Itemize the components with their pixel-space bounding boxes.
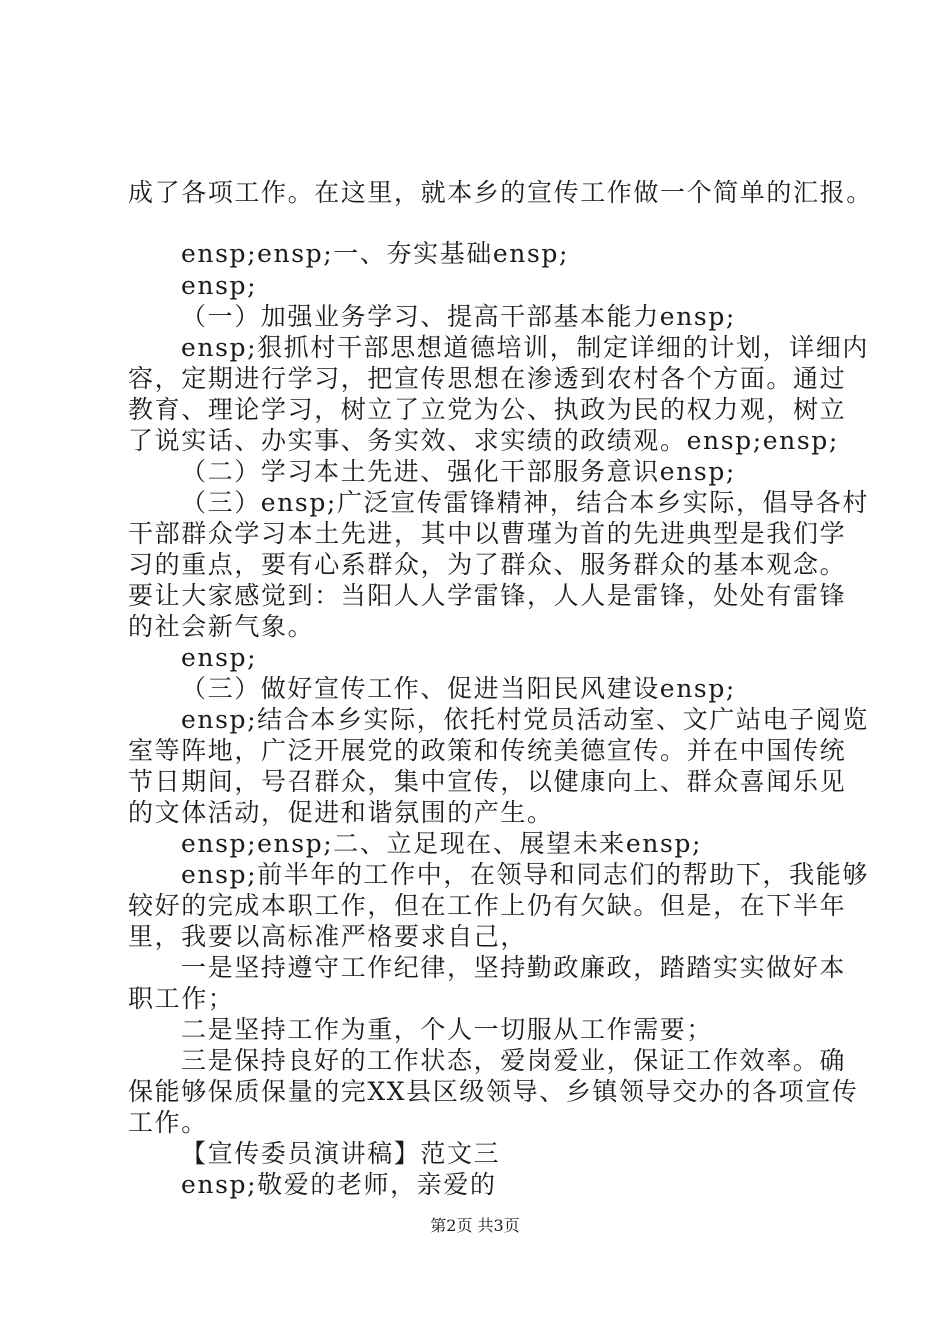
section-heading: ensp;ensp;一、夯实基础ensp; — [181, 239, 570, 268]
paragraph-line: 职工作； — [128, 984, 235, 1013]
paragraph-line: 干部群众学习本土先进，其中以曹瑾为首的先进典型是我们学 — [128, 519, 847, 548]
page-number-footer: 第2页 共3页 — [430, 1216, 520, 1235]
paragraph-line: ensp;结合本乡实际，依托村党员活动室、文广站电子阅览 — [181, 705, 869, 734]
paragraph-line: 的文体活动，促进和谐氛围的产生。 — [128, 798, 554, 827]
paragraph-line: 保能够保质保量的完XX县区级领导、乡镇领导交办的各项宣传 — [128, 1077, 859, 1106]
paragraph-line: 里，我要以高标准严格要求自己， — [128, 922, 528, 951]
paragraph-line: 要让大家感觉到：当阳人人学雷锋，人人是雷锋，处处有雷锋 — [128, 581, 847, 610]
paragraph-line: 一是坚持遵守工作纪律，坚持勤政廉政，踏踏实实做好本 — [181, 953, 847, 982]
paragraph-line: ensp; — [181, 643, 258, 672]
paragraph-line: ensp;狠抓村干部思想道德培训，制定详细的计划，详细内 — [181, 333, 869, 362]
paragraph-line: 较好的完成本职工作，但在工作上仍有欠缺。但是，在下半年 — [128, 891, 847, 920]
subsection-heading: （一）加强业务学习、提高干部基本能力ensp; — [181, 302, 736, 331]
section-heading: ensp;ensp;二、立足现在、展望未来ensp; — [181, 829, 703, 858]
article-title: 【宣传委员演讲稿】范文三 — [181, 1139, 501, 1168]
paragraph-line: 了说实话、办实事、务实效、求实绩的政绩观。ensp;ensp; — [128, 426, 839, 455]
paragraph-line: ensp;前半年的工作中，在领导和同志们的帮助下，我能够 — [181, 860, 869, 889]
subsection-heading: （二）学习本土先进、强化干部服务意识ensp; — [181, 457, 736, 486]
paragraph-line: ensp; — [181, 271, 258, 300]
paragraph-line: 成了各项工作。在这里，就本乡的宣传工作做一个简单的汇报。 — [128, 178, 873, 207]
paragraph-line: 室等阵地，广泛开展党的政策和传统美德宣传。并在中国传统 — [128, 736, 847, 765]
paragraph-line: 三是保持良好的工作状态，爱岗爱业，保证工作效率。确 — [181, 1046, 847, 1075]
paragraph-line: 的社会新气象。 — [128, 612, 315, 641]
paragraph-line: 节日期间，号召群众，集中宣传，以健康向上、群众喜闻乐见 — [128, 767, 847, 796]
paragraph-line: 容，定期进行学习，把宣传思想在渗透到农村各个方面。通过 — [128, 364, 847, 393]
subsection-heading: （三）做好宣传工作、促进当阳民风建设ensp; — [181, 674, 736, 703]
paragraph-line: 教育、理论学习，树立了立党为公、执政为民的权力观，树立 — [128, 395, 847, 424]
paragraph-line: （三）ensp;广泛宣传雷锋精神，结合本乡实际，倡导各村 — [181, 488, 869, 517]
paragraph-line: 工作。 — [128, 1108, 208, 1137]
paragraph-line: 习的重点，要有心系群众，为了群众、服务群众的基本观念。 — [128, 550, 847, 579]
paragraph-line: ensp;敬爱的老师，亲爱的 — [181, 1170, 497, 1199]
paragraph-line: 二是坚持工作为重，个人一切服从工作需要； — [181, 1015, 714, 1044]
